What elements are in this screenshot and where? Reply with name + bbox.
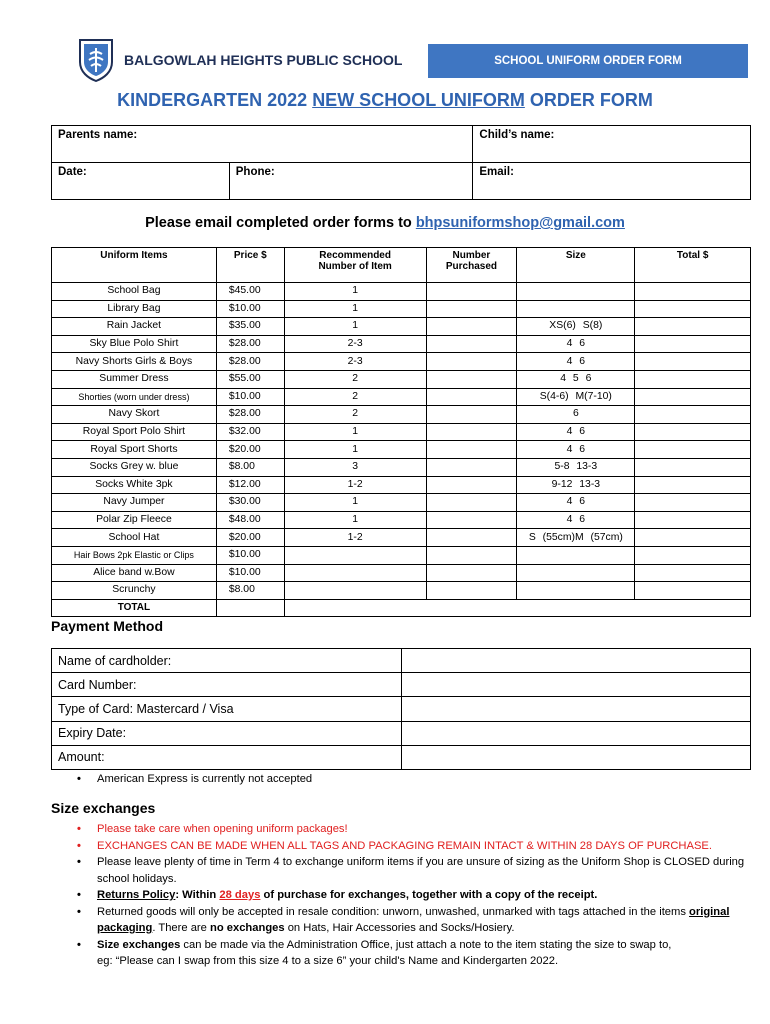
item-name: School Bag [52, 283, 217, 301]
item-size [517, 564, 635, 582]
item-recommended: 2 [284, 388, 426, 406]
item-price: $10.00 [216, 388, 284, 406]
size-exchanges-example: eg: “Please can I swap from this size 4 to a size 6” your child's Name and Kindergarten 2022. [97, 955, 559, 967]
table-row [52, 745, 751, 769]
item-total-field[interactable] [635, 529, 751, 547]
table-row [52, 697, 751, 721]
childs-name-field[interactable]: Child’s name: [473, 126, 751, 163]
item-name: Rain Jacket [52, 318, 217, 336]
payment-value-field[interactable] [401, 673, 750, 697]
item-recommended: 1 [284, 423, 426, 441]
school-crest-icon [76, 38, 116, 82]
number-purchased-field[interactable] [426, 511, 517, 529]
item-recommended: 1-2 [284, 529, 426, 547]
number-purchased-field[interactable] [426, 441, 517, 459]
number-purchased-field[interactable] [426, 476, 517, 494]
number-purchased-field[interactable] [426, 494, 517, 512]
item-price: $28.00 [216, 353, 284, 371]
number-purchased-field[interactable] [426, 423, 517, 441]
item-recommended [284, 582, 426, 600]
date-field[interactable]: Date: [52, 163, 230, 200]
table-row [52, 546, 751, 564]
returns-policy-label: Returns Policy [97, 889, 176, 901]
table-row [52, 511, 751, 529]
item-size [517, 582, 635, 600]
note-care: Please take care when opening uniform packages! [97, 823, 348, 835]
item-total-field[interactable] [635, 441, 751, 459]
item-total-field[interactable] [635, 494, 751, 512]
item-name: Royal Sport Polo Shirt [52, 423, 217, 441]
item-size: S (55cm)M (57cm) [517, 529, 635, 547]
title-part-1: KINDERGARTEN 2022 [117, 90, 313, 110]
item-price: $28.00 [216, 335, 284, 353]
returned-goods-text-2: . There are [152, 922, 210, 934]
item-size: 4 5 6 [517, 370, 635, 388]
number-purchased-field[interactable] [426, 582, 517, 600]
item-recommended: 1-2 [284, 476, 426, 494]
uniform-order-table [51, 247, 751, 617]
list-item [77, 821, 752, 838]
item-total-field[interactable] [635, 318, 751, 336]
item-size: 9-12 13-3 [517, 476, 635, 494]
email-instruction-text: Please email completed order forms to [145, 215, 416, 231]
list-item [77, 887, 752, 904]
item-name: Navy Shorts Girls & Boys [52, 353, 217, 371]
table-row [52, 370, 751, 388]
payment-label: Card Number: [52, 673, 402, 697]
item-price: $45.00 [216, 283, 284, 301]
item-name: Socks Grey w. blue [52, 458, 217, 476]
page-header [76, 38, 748, 82]
original-packaging: original packaging [97, 905, 730, 934]
number-purchased-field[interactable] [426, 353, 517, 371]
table-row [52, 582, 751, 600]
size-exchanges-heading: Size exchanges [51, 800, 156, 816]
returns-policy-days: 28 days [219, 889, 261, 901]
bullet-icon: • [77, 856, 81, 868]
item-total-field[interactable] [635, 353, 751, 371]
column-header-number-purchased: Number Purchased [426, 248, 517, 283]
payment-label: Name of cardholder: [52, 649, 402, 673]
payment-value-field[interactable] [401, 745, 750, 769]
number-purchased-field[interactable] [426, 546, 517, 564]
item-size [517, 300, 635, 318]
table-row [52, 318, 751, 336]
item-name: Navy Jumper [52, 494, 217, 512]
item-total-field[interactable] [635, 564, 751, 582]
item-size: 4 6 [517, 423, 635, 441]
column-header-total: Total $ [635, 248, 751, 283]
size-exchange-notes [77, 821, 752, 970]
item-name: Socks White 3pk [52, 476, 217, 494]
list-item [77, 904, 752, 937]
bullet-icon: • [77, 839, 81, 852]
payment-label: Amount: [52, 745, 402, 769]
item-price: $8.00 [216, 458, 284, 476]
table-row [52, 423, 751, 441]
table-row [52, 300, 751, 318]
item-price: $20.00 [216, 529, 284, 547]
item-recommended: 1 [284, 511, 426, 529]
size-exchanges-label: Size exchanges [97, 938, 181, 951]
item-total-field[interactable] [635, 335, 751, 353]
item-name: Hair Bows 2pk Elastic or Clips [52, 546, 217, 564]
returned-goods-text-1: Returned goods will only be accepted in resale condition: unworn, unwashed, unmarked with tags attached in the items [97, 905, 690, 918]
payment-value-field[interactable] [401, 721, 750, 745]
item-size: S(4-6) M(7-10) [517, 388, 635, 406]
title-part-3: ORDER FORM [524, 90, 653, 110]
payment-notes [77, 771, 752, 788]
number-purchased-field[interactable] [426, 529, 517, 547]
item-size: XS(6) S(8) [517, 318, 635, 336]
amex-note: American Express is currently not accepted [97, 773, 313, 785]
form-label-banner: SCHOOL UNIFORM ORDER FORM [428, 44, 748, 78]
item-price: $55.00 [216, 370, 284, 388]
item-recommended [284, 564, 426, 582]
returns-policy-text-1: : Within [175, 889, 220, 901]
item-total-field[interactable] [635, 388, 751, 406]
item-price: $20.00 [216, 441, 284, 459]
item-name: Royal Sport Shorts [52, 441, 217, 459]
table-row [52, 353, 751, 371]
item-name: School Hat [52, 529, 217, 547]
table-row [52, 649, 751, 673]
parents-name-field[interactable]: Parents name: [52, 126, 473, 163]
item-recommended: 1 [284, 300, 426, 318]
item-total-field[interactable] [635, 300, 751, 318]
item-size [517, 283, 635, 301]
item-price: $48.00 [216, 511, 284, 529]
item-recommended: 1 [284, 283, 426, 301]
item-recommended: 2-3 [284, 335, 426, 353]
bullet-icon: • [77, 889, 81, 901]
list-item [77, 854, 752, 887]
table-row [52, 564, 751, 582]
size-exchanges-text: can be made via the Administration Office, just attach a note to the item stating the size to swap to, [180, 938, 672, 951]
number-purchased-field[interactable] [426, 318, 517, 336]
item-recommended: 1 [284, 318, 426, 336]
item-price: $10.00 [216, 564, 284, 582]
column-header-recommended: Recommended Number of Item [284, 248, 426, 283]
list-item [77, 771, 752, 788]
page-title [0, 90, 770, 111]
column-header-price: Price $ [216, 248, 284, 283]
bullet-icon: • [77, 905, 81, 918]
bullet-icon: • [77, 823, 81, 835]
contact-details-table [51, 125, 751, 200]
item-recommended: 3 [284, 458, 426, 476]
phone-field[interactable]: Phone: [229, 163, 473, 200]
table-row [52, 476, 751, 494]
bullet-icon: • [77, 938, 81, 951]
item-price: $8.00 [216, 582, 284, 600]
item-total-field[interactable] [635, 546, 751, 564]
number-purchased-field[interactable] [426, 300, 517, 318]
number-purchased-field[interactable] [426, 406, 517, 424]
email-field[interactable]: Email: [473, 163, 751, 200]
item-size: 4 6 [517, 335, 635, 353]
table-row [52, 529, 751, 547]
number-purchased-field[interactable] [426, 388, 517, 406]
table-row [52, 335, 751, 353]
item-total-field[interactable] [635, 406, 751, 424]
note-term4: Please leave plenty of time in Term 4 to exchange uniform items if you are unsure of sizing as the Uniform Shop is CLOSED during school holidays. [97, 856, 745, 885]
item-name: Sky Blue Polo Shirt [52, 335, 217, 353]
item-name: Alice band w.Bow [52, 564, 217, 582]
item-size: 4 6 [517, 441, 635, 459]
item-recommended: 2 [284, 406, 426, 424]
item-total-field[interactable] [635, 423, 751, 441]
item-size: 4 6 [517, 494, 635, 512]
item-price: $35.00 [216, 318, 284, 336]
item-name: Navy Skort [52, 406, 217, 424]
item-size: 6 [517, 406, 635, 424]
table-row [52, 673, 751, 697]
payment-value-field[interactable] [401, 697, 750, 721]
table-row [52, 283, 751, 301]
item-name: Shorties (worn under dress) [52, 388, 217, 406]
item-total-field[interactable] [635, 511, 751, 529]
item-recommended: 1 [284, 494, 426, 512]
bullet-icon: • [77, 773, 81, 785]
item-name: Summer Dress [52, 370, 217, 388]
payment-heading: Payment Method [51, 618, 164, 634]
email-instruction [0, 215, 770, 231]
item-price: $10.00 [216, 546, 284, 564]
item-price: $12.00 [216, 476, 284, 494]
item-name: Library Bag [52, 300, 217, 318]
item-recommended: 1 [284, 441, 426, 459]
item-name: Polar Zip Fleece [52, 511, 217, 529]
payment-label: Type of Card: Mastercard / Visa [52, 697, 402, 721]
payment-label: Expiry Date: [52, 721, 402, 745]
item-size: 4 6 [517, 353, 635, 371]
list-item [77, 838, 752, 855]
number-purchased-field[interactable] [426, 370, 517, 388]
item-size: 5-8 13-3 [517, 458, 635, 476]
item-total-field[interactable] [635, 476, 751, 494]
column-header-items: Uniform Items [52, 248, 217, 283]
item-recommended: 2-3 [284, 353, 426, 371]
table-row [52, 406, 751, 424]
item-price: $10.00 [216, 300, 284, 318]
item-total-field[interactable] [635, 283, 751, 301]
list-item [77, 937, 752, 970]
item-total-field[interactable] [635, 582, 751, 600]
item-size: 4 6 [517, 511, 635, 529]
table-row [52, 721, 751, 745]
no-exchanges: no exchanges [209, 922, 285, 934]
payment-value-field[interactable] [401, 649, 750, 673]
total-price-cell [216, 599, 284, 617]
number-purchased-field[interactable] [426, 564, 517, 582]
note-exchange-conditions: EXCHANGES CAN BE MADE WHEN ALL TAGS AND PACKAGING REMAIN INTACT & WITHIN 28 DAYS OF PURCHASE. [97, 839, 713, 852]
item-recommended: 2 [284, 370, 426, 388]
table-row [52, 388, 751, 406]
returned-goods-text-3: on Hats, Hair Accessories and Socks/Hosiery. [284, 922, 515, 934]
item-recommended [284, 546, 426, 564]
item-total-field[interactable] [635, 370, 751, 388]
table-row [52, 458, 751, 476]
grand-total-field[interactable] [284, 599, 750, 617]
column-header-size: Size [517, 248, 635, 283]
item-price: $32.00 [216, 423, 284, 441]
total-label: TOTAL [52, 599, 217, 617]
returns-policy-text-2: of purchase for exchanges, together with a copy of the receipt. [260, 889, 598, 901]
item-price: $30.00 [216, 494, 284, 512]
item-total-field[interactable] [635, 458, 751, 476]
number-purchased-field[interactable] [426, 283, 517, 301]
table-row [52, 494, 751, 512]
title-part-2: NEW SCHOOL UNIFORM [312, 90, 525, 110]
school-name: BALGOWLAH HEIGHTS PUBLIC SCHOOL [124, 52, 403, 68]
number-purchased-field[interactable] [426, 458, 517, 476]
number-purchased-field[interactable] [426, 335, 517, 353]
payment-table [51, 648, 751, 770]
item-name: Scrunchy [52, 582, 217, 600]
item-size [517, 546, 635, 564]
item-price: $28.00 [216, 406, 284, 424]
table-row [52, 441, 751, 459]
email-link[interactable]: bhpsuniformshop@gmail.com [415, 215, 625, 231]
